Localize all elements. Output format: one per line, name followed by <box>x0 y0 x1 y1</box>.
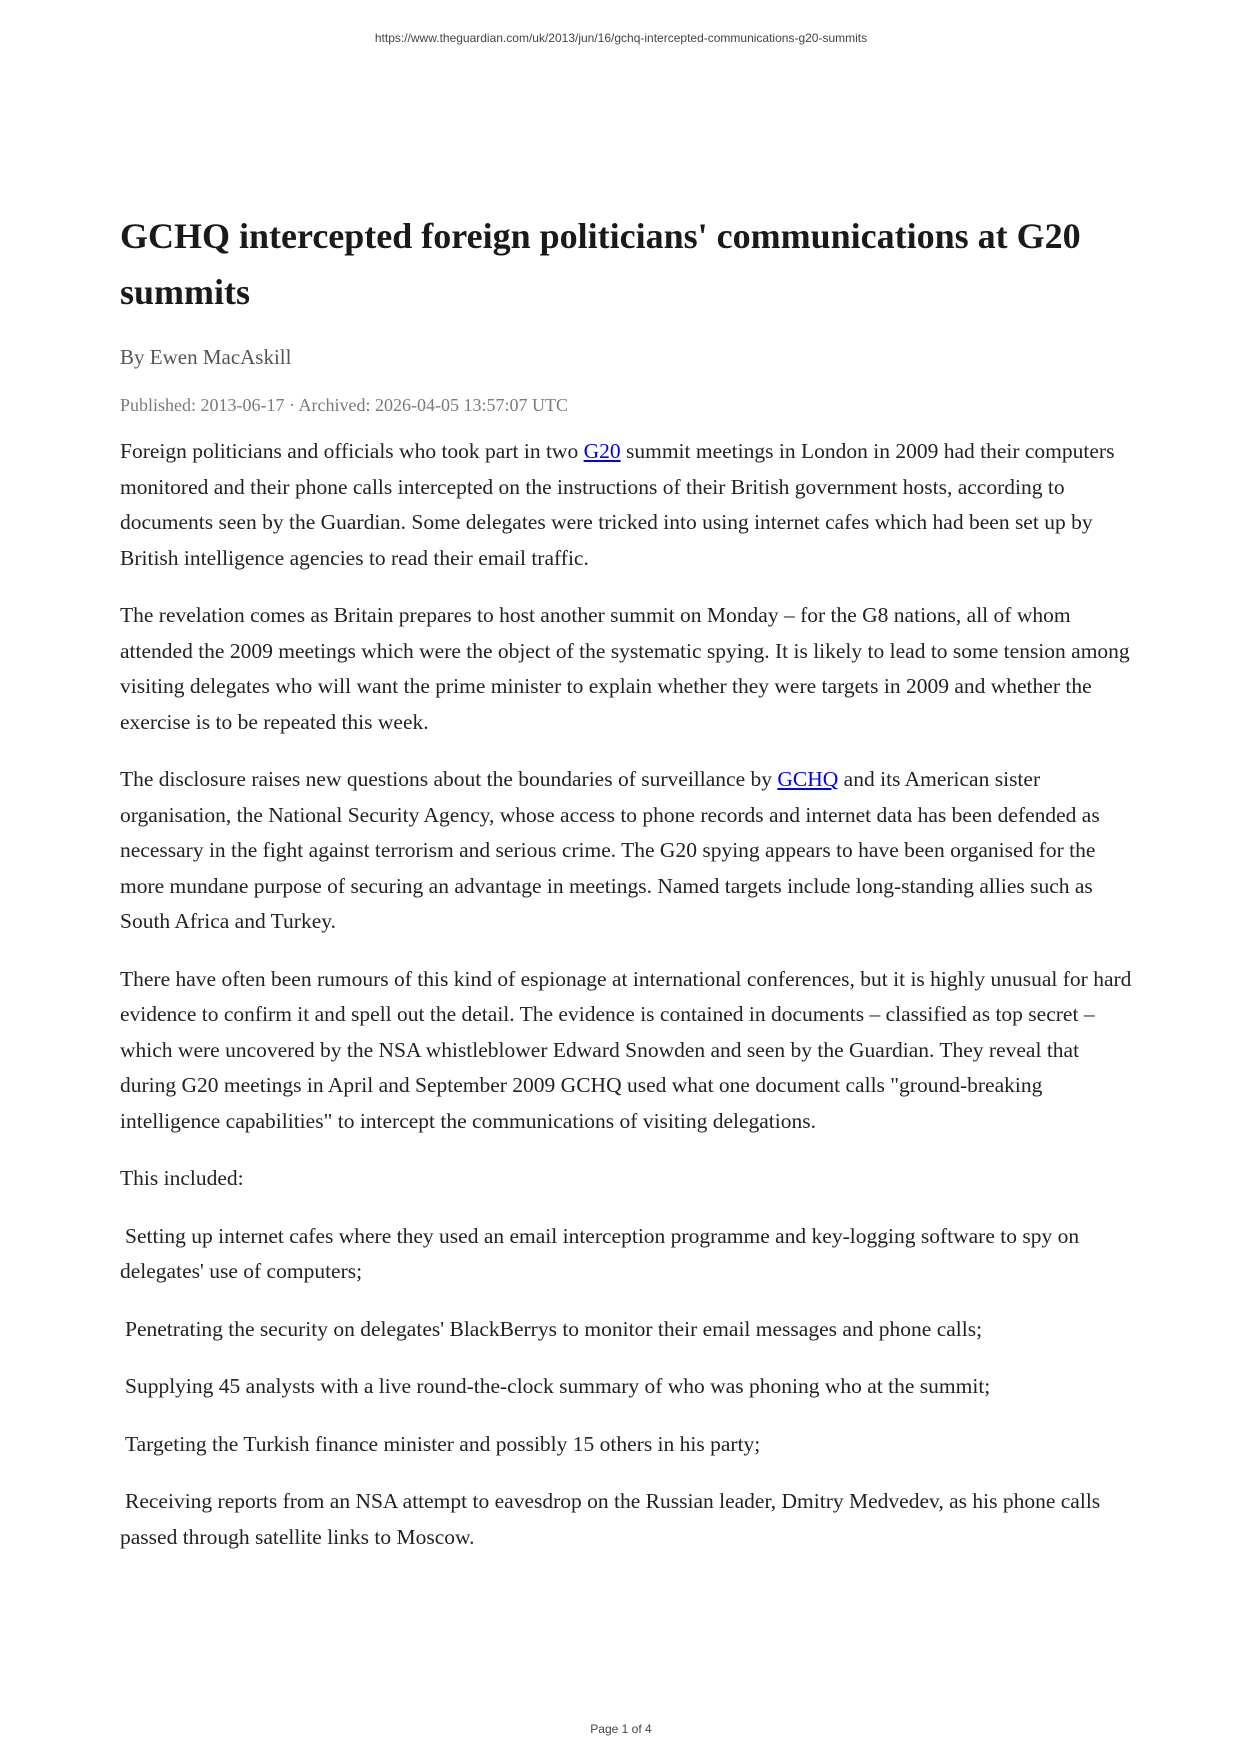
page-number: Page 1 of 4 <box>590 1722 652 1736</box>
article-title: GCHQ intercepted foreign politicians' communications at G20 summits <box>120 216 1081 312</box>
byline: By Ewen MacAskill <box>120 345 292 369</box>
paragraph <box>120 762 1132 940</box>
text: summit meetings in London in 2009 had their computers monitored and their phone calls intercepted on the instructions of their British government hosts, according to documents seen by the Guardian. Some delegates were tricked into using internet cafes which had been set up by British intelligence agencies to read their email traffic. <box>120 439 1115 570</box>
article <box>120 208 1132 1577</box>
list-item: Receiving reports from an NSA attempt to eavesdrop on the Russian leader, Dmitry Medvedev, as his phone calls passed through satellite links to Moscow. <box>120 1489 1101 1549</box>
publish-meta: Published: 2013-06-17 · Archived: 2026-04-05 13:57:07 UTC <box>120 395 568 415</box>
paragraph: The revelation comes as Britain prepares to host another summit on Monday – for the G8 nations, all of whom attended the 2009 meetings which were the object of the systematic spying. It is likely to lead to some tension among visiting delegates who will want the prime minister to explain whether they were targets in 2009 and whether the exercise is to be repeated this week. <box>120 603 1130 734</box>
paragraph: This included: <box>120 1166 244 1190</box>
text: Foreign politicians and officials who took part in two <box>120 439 584 463</box>
page-url: https://www.theguardian.com/uk/2013/jun/16/gchq-intercepted-communications-g20-summits <box>374 31 868 45</box>
list-item: Penetrating the security on delegates' BlackBerrys to monitor their email messages and phone calls; <box>125 1316 983 1341</box>
paragraph <box>120 434 1132 576</box>
gchq-link[interactable]: GCHQ <box>777 767 839 791</box>
article-body <box>120 434 1132 1555</box>
list-item: Setting up internet cafes where they used an email interception programme and key-logging software to spy on delegates' use of computers; <box>120 1223 1080 1283</box>
list-item: Supplying 45 analysts with a live round-the-clock summary of who was phoning who at the summit; <box>125 1374 991 1398</box>
list-item: Targeting the Turkish finance minister and possibly 15 others in his party; <box>125 1431 761 1456</box>
text: and its American sister organisation, the National Security Agency, whose access to phone records and internet data has been defended as necessary in the fight against terrorism and serious crime. The G20 spying appears to have been organised for the more mundane purpose of securing an advantage in meetings. Named targets include long-standing allies such as South Africa and Turkey. <box>120 767 1100 933</box>
text: The disclosure raises new questions about the boundaries of surveillance by <box>120 767 778 791</box>
paragraph: There have often been rumours of this kind of espionage at international conferences, but it is highly unusual for hard evidence to confirm it and spell out the detail. The evidence is contained in documents – classified as top secret – which were uncovered by the NSA whistleblower Edward Snowden and seen by the Guardian. They reveal that during G20 meetings in April and September 2009 GCHQ used what one document calls "ground-breaking intelligence capabilities" to intercept the communications of visiting delegations. <box>120 966 1132 1133</box>
g20-link[interactable]: G20 <box>583 439 621 463</box>
